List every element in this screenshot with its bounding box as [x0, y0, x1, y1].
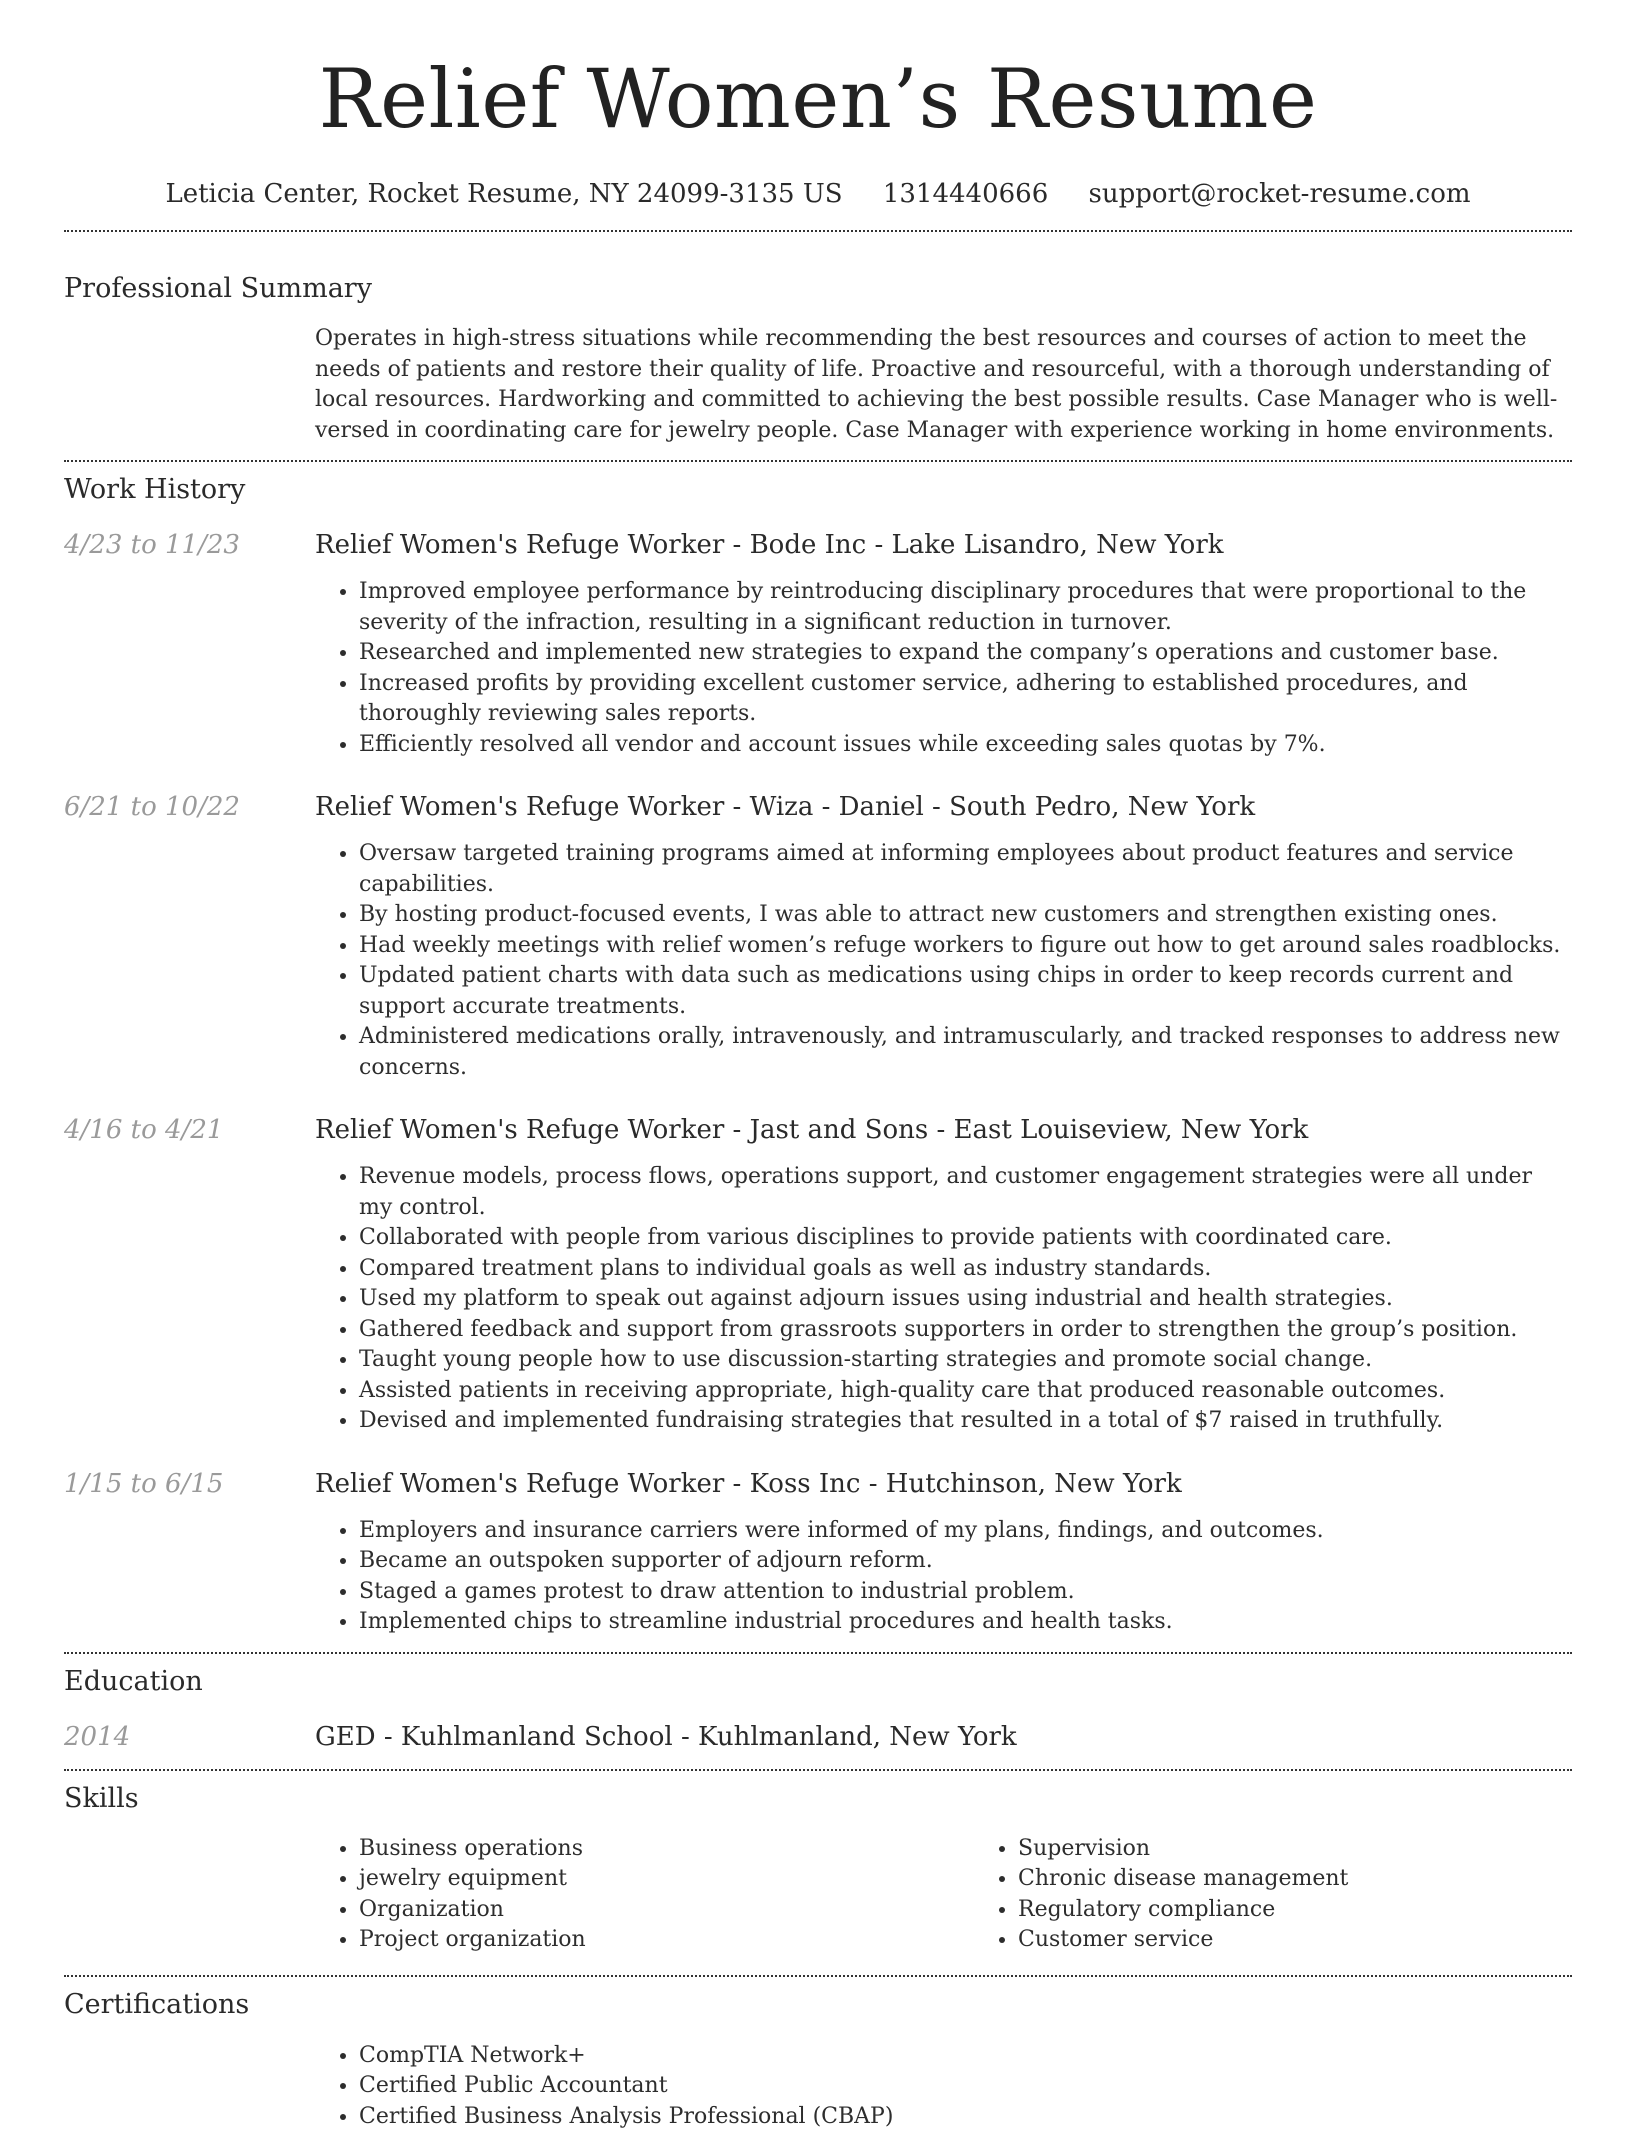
job-bullet: • Compared treatment plans to individual goals as well as industry standards.	[359, 1254, 1572, 1285]
certifications-row	[64, 2041, 1572, 2132]
summary-text: Operates in high-stress situations while recommending the best resources and courses of action to meet the needs of patients and restore their quality of life. Proactive and resourceful, with a thorough understanding of local resources. Hardworking and committed to achieving the best possible results. Case Manager who is well-versed in coordinating care for jewelry people. Case Manager with experience working in home environments.	[315, 324, 1572, 446]
education-title: GED - Kuhlmanland School - Kuhlmanland, New York	[315, 1720, 1572, 1754]
job-title: Relief Women's Refuge Worker - Bode Inc - Lake Lisandro, New York	[315, 528, 1572, 562]
certification-item: • CompTIA Network+	[359, 2041, 1572, 2072]
job-bullets	[315, 1162, 1572, 1437]
skill-item: • Chronic disease management	[1018, 1864, 1632, 1895]
certifications-heading: Certifications	[64, 1987, 1572, 2023]
section-divider	[64, 230, 1572, 232]
section-divider	[64, 1652, 1572, 1654]
job-bullet: • Increased profits by providing excellent customer service, adhering to established procedures, and thoroughly reviewing sales reports.	[359, 669, 1572, 730]
job-title: Relief Women's Refuge Worker - Koss Inc - Hutchinson, New York	[315, 1467, 1572, 1501]
job-entry	[64, 1113, 1572, 1437]
job-bullet: • Employers and insurance carriers were informed of my plans, findings, and outcomes.	[359, 1516, 1572, 1547]
job-dates: 1/15 to 6/15	[64, 1467, 315, 1501]
education-heading: Education	[64, 1664, 1572, 1700]
skill-item: • jewelry equipment	[359, 1864, 974, 1895]
section-divider	[64, 1769, 1572, 1771]
job-bullet: • Administered medications orally, intravenously, and intramuscularly, and tracked responses to address new concerns.	[359, 1022, 1572, 1083]
section-divider	[64, 460, 1572, 462]
job-bullet: • Taught young people how to use discussion-starting strategies and promote social change.	[359, 1345, 1572, 1376]
job-dates: 4/16 to 4/21	[64, 1113, 315, 1147]
resume-title: Relief Women’s Resume	[64, 52, 1572, 148]
work-history-heading: Work History	[64, 472, 1572, 508]
job-bullet: • Used my platform to speak out against adjourn issues using industrial and health strategies.	[359, 1284, 1572, 1315]
job-bullet: • Gathered feedback and support from grassroots supporters in order to strengthen the group’s position.	[359, 1315, 1572, 1346]
skill-item: • Organization	[359, 1895, 974, 1926]
job-bullet: • Revenue models, process flows, operations support, and customer engagement strategies were all under my control.	[359, 1162, 1572, 1223]
job-bullet: • Efficiently resolved all vendor and account issues while exceeding sales quotas by 7%.	[359, 730, 1572, 761]
job-bullet: • Researched and implemented new strategies to expand the company’s operations and customer base.	[359, 638, 1572, 669]
job-bullet: • Oversaw targeted training programs aimed at informing employees about product features and service capabilities.	[359, 839, 1572, 900]
job-bullet: • Updated patient charts with data such as medications using chips in order to keep records current and support accurate treatments.	[359, 961, 1572, 1022]
contact-email: support@rocket-resume.com	[1089, 179, 1471, 209]
certifications-list	[315, 2041, 1572, 2132]
job-dates: 4/23 to 11/23	[64, 528, 315, 562]
contact-address: Leticia Center, Rocket Resume, NY 24099-3135 US	[165, 179, 842, 209]
skill-item: • Supervision	[1018, 1834, 1632, 1865]
job-bullet: • Collaborated with people from various disciplines to provide patients with coordinated care.	[359, 1223, 1572, 1254]
summary-heading: Professional Summary	[64, 271, 1572, 307]
education-year: 2014	[64, 1720, 315, 1754]
job-bullets	[315, 839, 1572, 1083]
certification-item: • Certified Business Analysis Professional (CBAP)	[359, 2102, 1572, 2132]
job-bullet: • Assisted patients in receiving appropriate, high-quality care that produced reasonable outcomes.	[359, 1376, 1572, 1407]
skills-list-left	[315, 1834, 974, 1956]
summary-row	[64, 324, 1572, 446]
skill-item: • Project organization	[359, 1925, 974, 1956]
job-entry	[64, 1467, 1572, 1638]
job-bullet: • Implemented chips to streamline industrial procedures and health tasks.	[359, 1607, 1572, 1638]
skills-grid	[315, 1834, 1632, 1956]
contact-phone: 1314440666	[883, 179, 1048, 209]
skill-item: • Business operations	[359, 1834, 974, 1865]
job-bullets	[315, 1516, 1572, 1638]
job-entry	[64, 528, 1572, 760]
job-title: Relief Women's Refuge Worker - Wiza - Daniel - South Pedro, New York	[315, 790, 1572, 824]
job-dates: 6/21 to 10/22	[64, 790, 315, 824]
skills-row	[64, 1834, 1572, 1956]
job-entry	[64, 790, 1572, 1083]
job-bullets	[315, 577, 1572, 760]
skill-item: • Customer service	[1018, 1925, 1632, 1956]
job-bullet: • By hosting product-focused events, I was able to attract new customers and strengthen existing ones.	[359, 900, 1572, 931]
section-divider	[64, 1975, 1572, 1977]
skills-heading: Skills	[64, 1781, 1572, 1817]
job-bullet: • Devised and implemented fundraising strategies that resulted in a total of $7 raised in truthfully.	[359, 1406, 1572, 1437]
job-bullet: • Had weekly meetings with relief women’s refuge workers to figure out how to get around sales roadblocks.	[359, 931, 1572, 962]
certification-item: • Certified Public Accountant	[359, 2071, 1572, 2102]
job-title: Relief Women's Refuge Worker - Jast and Sons - East Louiseview, New York	[315, 1113, 1572, 1147]
contact-line	[64, 176, 1572, 212]
job-bullet: • Became an outspoken supporter of adjourn reform.	[359, 1546, 1572, 1577]
education-entry	[64, 1720, 1572, 1754]
job-bullet: • Staged a games protest to draw attention to industrial problem.	[359, 1577, 1572, 1608]
skill-item: • Regulatory compliance	[1018, 1895, 1632, 1926]
job-bullet: • Improved employee performance by reintroducing disciplinary procedures that were proportional to the severity of the infraction, resulting in a significant reduction in turnover.	[359, 577, 1572, 638]
skills-list-right	[974, 1834, 1632, 1956]
resume-page	[64, 0, 1572, 2132]
